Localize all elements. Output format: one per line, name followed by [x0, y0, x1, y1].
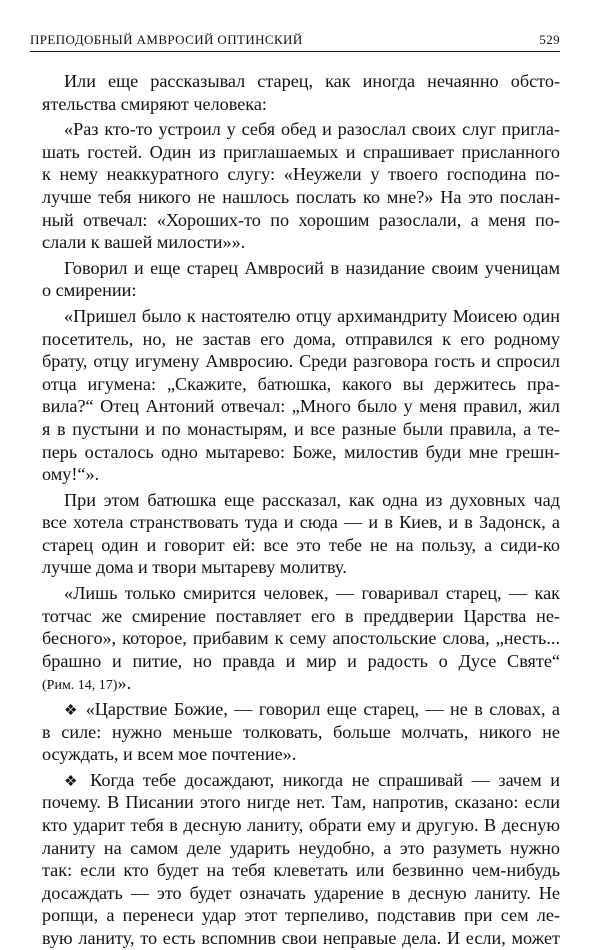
text-line: «Раз кто-то устроил у себя обед и разослал своих слуг пригла-: [64, 119, 560, 140]
running-title: ПРЕПОДОБНЫЙ АМВРОСИЙ ОПТИНСКИЙ: [30, 32, 303, 47]
scripture-reference: (Рим. 14, 17): [42, 678, 118, 694]
text-line: я в пустыни и по монастырям, и все разные были правила, а те-: [42, 418, 560, 439]
text-line: тотчас же смирение поставляет его в преддверии Царства не-: [42, 605, 560, 626]
running-header: [30, 29, 560, 52]
text-line: старец один и говорит ей: все это тебе не на пользу, а сиди-ко: [42, 534, 560, 555]
text-line: все хотела странствовать туда и сюда — и в Киев, и в Задонск, а: [42, 512, 560, 533]
text-line: лучше тебя никого не нашлось послать ко мне?» На это послан-: [42, 186, 560, 207]
text-line: брату, отцу игумену Амвросию. Среди разговора гость и спросил: [42, 351, 560, 372]
text-line: кто ударит тебя в десную ланиту, обрати ему и другую. В десную: [42, 815, 560, 835]
text-line: отца игумена: „Скажите, батюшка, какого вы держитесь пра-: [42, 373, 560, 394]
text-line: [42, 672, 560, 695]
text-line: посетитель, но, не застав его дома, отправился к его родному: [42, 328, 560, 349]
text-line: ятельства смиряют человека:: [42, 93, 267, 114]
text-line: лучше дома и твори мытареву молитву.: [42, 557, 347, 578]
text-line: слали к вашей милости»».: [42, 232, 246, 253]
text-line: в силе: нужно меньше толковать, больше молчать, никого не: [42, 721, 560, 742]
diamond-bullet-icon: ❖: [64, 703, 80, 720]
text-line: так: если кто будет на тебя клеветать или безвинно чем-нибудь: [42, 860, 560, 881]
text-line: ланиту на самом деле ударить неудобно, а это разуметь нужно: [42, 837, 560, 858]
text-line: «Пришел было к настоятелю отцу архимандриту Моисею один: [64, 305, 560, 326]
reference-tail: ».: [117, 673, 132, 694]
text-line: осуждать, и всем мое почтение».: [42, 744, 297, 765]
text-line: ропщи, а перенеси удар этот терпеливо, подставив при сем ле-: [42, 905, 560, 926]
text-line: о смирении:: [42, 280, 137, 301]
diamond-bullet-icon: ❖: [64, 773, 82, 790]
text-line: бесного», которое, прибавим к сему апостольские слова, „несть...: [42, 628, 560, 649]
text-line: Говорил и еще старец Амвросий в назидание своим ученицам: [64, 257, 560, 278]
text-line: почему. В Писании этого нигде нет. Там, напротив, сказано: если: [42, 792, 560, 813]
text-line: ный отвечал: «Хороших-то по хорошим разослали, а меня по-: [42, 209, 560, 230]
text-line: шать гостей. Один из приглашаемых и спрашивает присланного: [42, 141, 560, 162]
text-line: перь осталось одно мытарево: Боже, милостив буди мне грешн-: [42, 441, 560, 462]
text-line: вую ланиту, то есть вспомнив свои неправые дела. И если, может: [42, 927, 560, 948]
page-number: 529: [539, 32, 560, 47]
text-line: досаждать — это будет означать ударение в десную ланиту. Не: [42, 882, 560, 903]
text-line: брашно и питие, но правда и мир и радость о Дусе Святе“: [42, 650, 560, 671]
text-line: Или еще рассказывал старец, как иногда нечаянно обсто-: [64, 71, 560, 91]
text-line: вила?“ Отец Антоний отвечал: „Много было у меня правил, жил: [42, 396, 560, 417]
text-line: [42, 698, 560, 721]
text-line: к нему неаккуратного слугу: «Неужели у твоего господина по-: [42, 164, 560, 185]
line-text: «Царствие Божие, — говорил еще старец, — не в словах, а: [85, 699, 560, 720]
text-line: «Лишь только смирится человек, — говаривал старец, — как: [64, 583, 560, 604]
text-line: При этом батюшка еще рассказал, как одна из духовных чад: [64, 489, 560, 510]
text-line: ому!“».: [42, 464, 100, 485]
line-text: Когда тебе досаждают, никогда не спрашивай — зачем и: [90, 769, 560, 790]
text-line: [42, 769, 560, 792]
body-text: [42, 70, 560, 950]
